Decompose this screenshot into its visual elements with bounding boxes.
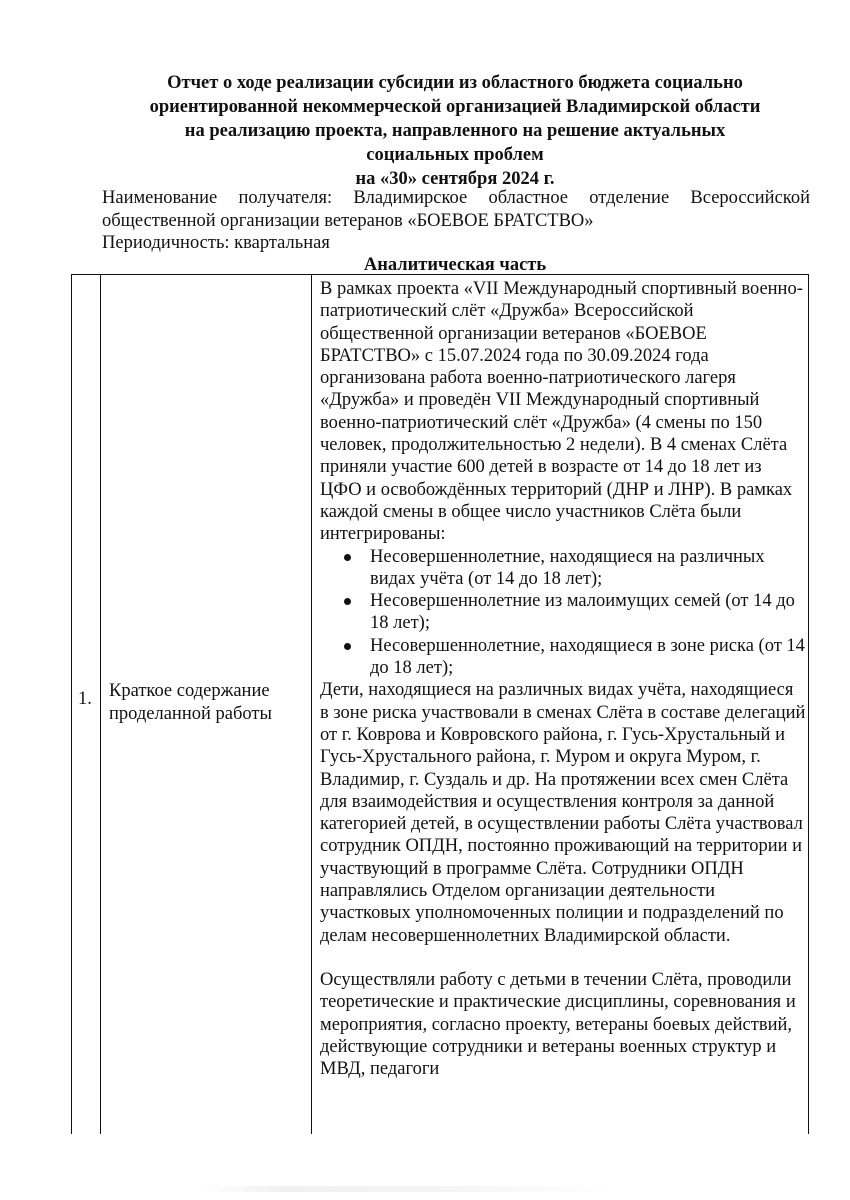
analytics-table [71, 274, 809, 1134]
column-divider [100, 275, 101, 1134]
row-number: 1. [78, 689, 92, 709]
participants-list [320, 546, 806, 680]
list-item-text: Несовершеннолетние, находящиеся в зоне риска (от 14 до 18 лет); [370, 635, 805, 679]
list-item-text: Несовершеннолетние из малоимущих семей (от 14 до 18 лет); [370, 591, 795, 634]
list-item-text: Несовершеннолетние, находящиеся на различных видах учёта (от 14 до 18 лет); [370, 546, 765, 589]
title-line: ориентированной некоммерческой организацией Владимирской области [149, 97, 761, 117]
title-line: Отчет о ходе реализации субсидии из областного бюджета социально [167, 73, 743, 93]
paragraph-gap [320, 947, 806, 969]
column-divider [311, 275, 312, 1134]
list-item [320, 546, 806, 591]
content-paragraph: Дети, находящиеся на различных видах учёта, находящиеся в зоне риска участвовали в сменах Слёта в составе делегаций от г. Коврова и Ковровского района, г. Гусь-Хрустальный и Гусь-Хрустального района, г. Муром и округа Муром, г. Владимир, г. Суздаль и др. На протяжении всех смен Слёта для взаимодействия и осуществления контроля за данной категорией детей, в осуществлении работы Слёта участвовал сотрудник ОПДН, постоянно проживающий на территории и участвующий в программе Слёта. Сотрудники ОПДН направлялись Отделом организации деятельности участковых уполномоченных полиции и подразделений по делам несовершеннолетних Владимирской области. [320, 680, 806, 946]
bullet-icon [344, 598, 351, 605]
row-label: Краткое содержание проделанной работы [109, 681, 272, 724]
recipient-name: Наименование получателя: Владимирское областное отделение Всероссийской общественной организации ветеранов «БОЕВОЕ БРАТСТВО» [102, 188, 810, 231]
scan-artifact [200, 1186, 620, 1192]
report-date-line: на «30» сентября 2024 г. [355, 169, 555, 189]
bullet-icon [344, 643, 351, 650]
periodicity: Периодичность: квартальная [102, 233, 330, 253]
row-content [320, 278, 806, 1080]
list-item [320, 590, 806, 635]
title-line: на реализацию проекта, направленного на решение актуальных [184, 121, 726, 141]
title-line: социальных проблем [366, 145, 544, 165]
bullet-icon [344, 554, 351, 561]
list-item [320, 635, 806, 680]
section-title: Аналитическая часть [363, 255, 547, 275]
report-meta [102, 187, 810, 255]
content-paragraph: Осуществляли работу с детьми в течении Слёта, проводили теоретические и практические дисциплины, соревнования и мероприятия, согласно проекту, ветераны боевых действий, действующие сотрудники и ветераны военных структур и МВД, педагоги [320, 969, 796, 1080]
report-title [100, 71, 810, 191]
content-intro: В рамках проекта «VII Международный спортивный военно-патриотический слёт «Дружба» Всероссийской общественной организации ветеранов «БОЕВОЕ БРАТСТВО» с 15.07.2024 года по 30.09.2024 года организована работа военно-патриотического лагеря «Дружба» и проведён VII Международный спортивный военно-патриотический слёт «Дружба» (4 смены по 150 человек, продолжительностью 2 недели). В 4 сменах Слёта приняли участие 600 детей в возрасте от 14 до 18 лет из ЦФО и освобождённых территорий (ДНР и ЛНР). В рамках каждой смены в общее число участников Слёта были интегрированы: [320, 279, 803, 545]
